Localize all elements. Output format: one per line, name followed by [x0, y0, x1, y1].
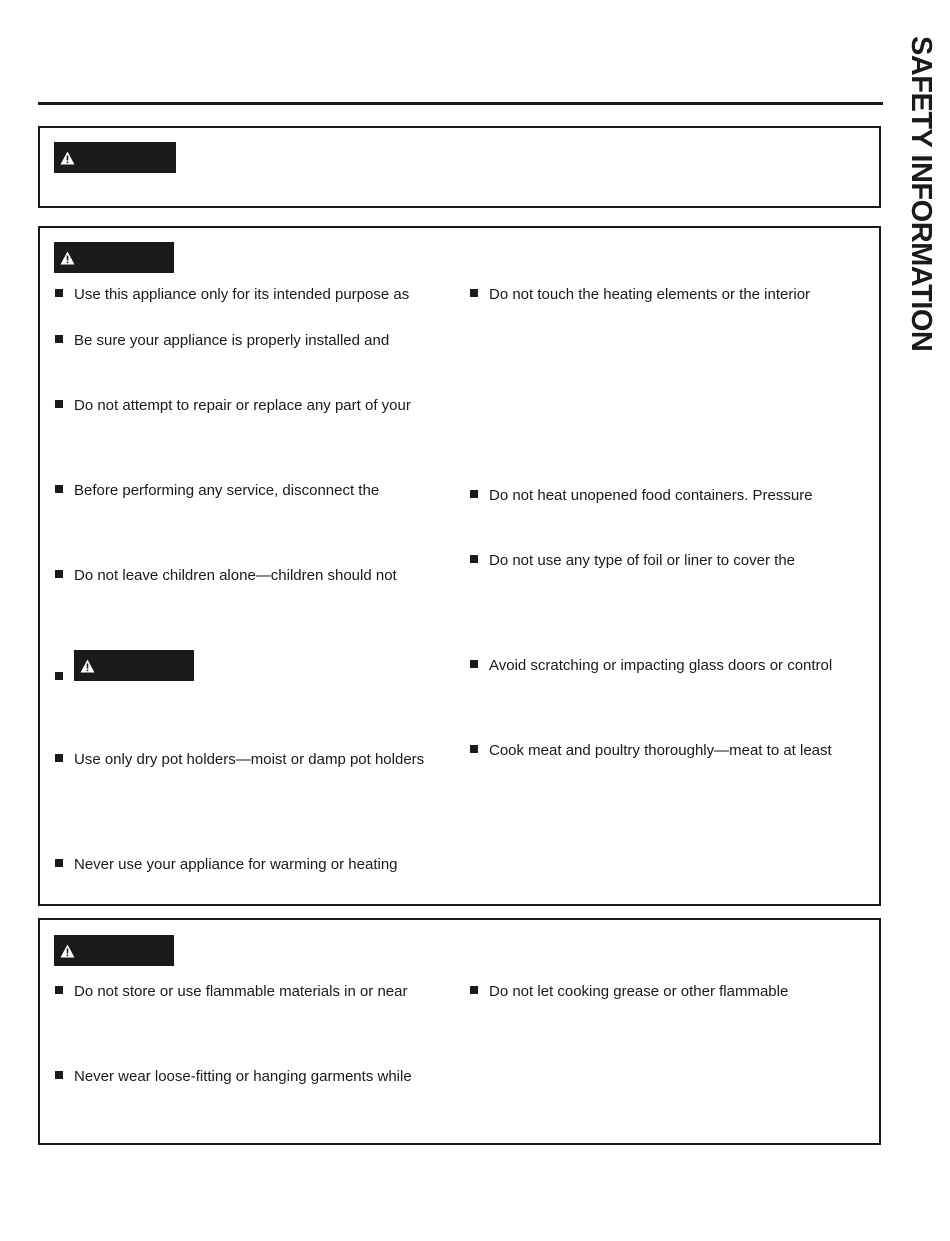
list-item: Avoid scratching or impacting glass doors or control [470, 657, 832, 675]
top-rule [38, 102, 883, 105]
list-item: Be sure your appliance is properly installed and [55, 332, 389, 350]
list-item: Do not let cooking grease or other flammable [470, 983, 788, 1001]
list-item: Never wear loose-fitting or hanging garments while [55, 1068, 412, 1086]
list-item: Do not heat unopened food containers. Pressure [470, 487, 813, 505]
warning-box-1 [38, 126, 881, 208]
warning-box-3 [38, 918, 881, 1145]
list-item: Never use your appliance for warming or heating [55, 856, 398, 874]
warning-triangle-icon [60, 251, 75, 265]
list-item: Before performing any service, disconnect the [55, 482, 379, 500]
list-item: Do not use any type of foil or liner to cover the [470, 552, 795, 570]
list-item: Do not touch the heating elements or the interior [470, 286, 810, 304]
warning-triangle-icon [80, 659, 95, 673]
warning-badge [54, 935, 174, 966]
warning-badge [54, 142, 176, 173]
bullet-square [55, 672, 63, 680]
section-side-tab: SAFETY INFORMATION [905, 36, 937, 352]
warning-badge [74, 650, 194, 681]
list-item: Do not leave children alone—children should not [55, 567, 397, 585]
list-item: Use only dry pot holders—moist or damp pot holders [55, 751, 424, 769]
list-item: Do not attempt to repair or replace any part of your [55, 397, 411, 415]
list-item: Cook meat and poultry thoroughly—meat to at least [470, 742, 832, 760]
list-item: Use this appliance only for its intended purpose as [55, 286, 409, 304]
warning-triangle-icon [60, 151, 75, 165]
warning-triangle-icon [60, 944, 75, 958]
list-item: Do not store or use flammable materials in or near [55, 983, 407, 1001]
warning-box-2 [38, 226, 881, 906]
warning-badge [54, 242, 174, 273]
